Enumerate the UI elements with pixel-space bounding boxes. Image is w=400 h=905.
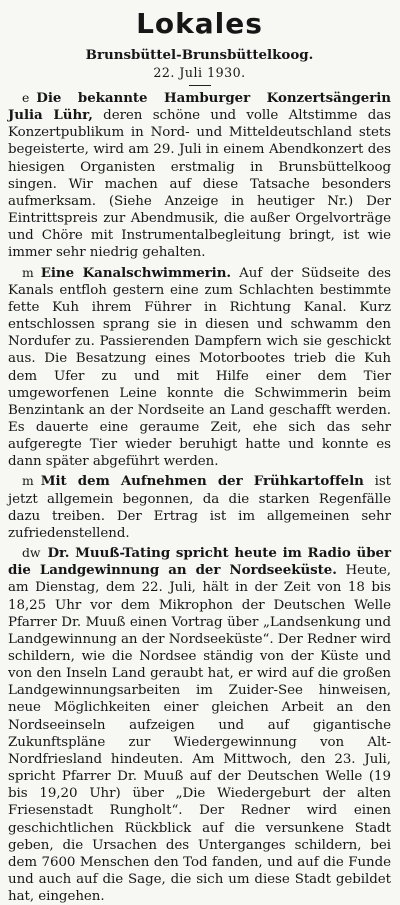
article-potato-harvest <box>8 472 391 542</box>
article-concert <box>8 89 391 262</box>
article-paragraph <box>8 264 391 471</box>
article-body: Heute, am Dienstag, dem 22. Juli, hält in der Zeit von 18 bis 18,25 Uhr vor dem Mikrophon der Deutschen Welle Pfarrer Dr. Muuß einen Vortrag über „Landsenkung und Landgewinnung an der Nordseeküste“. Der Redner wird schildern, wie die Nordsee ständig von der Küste und von den Inseln Land geraubt hat, er wird auf die großen Landgewinnungsarbeiten im Zuider-See hinweisen, neue Möglichkeiten einer gleichen Arbeit an den Nordseeinseln aufzeigen und auf gigantische Zukunftspläne zur Wiedergewinnung von Alt-Nordfriesland hindeuten. Am Mittwoch, den 23. Juli, spricht Pfarrer Dr. Muuß auf der Deutschen Welle (19 bis 19,20 Uhr) über „Die Wiedergeburt der alten Friesenstadt Rungholt“. Der Redner wird einen geschichtlichen Rückblick auf die versunkene Stadt geben, die Ursachen des Unterganges schildern, bei dem 7600 Menschen den Tod fanden, und auf die Funde und auch auf die Sage, die sich um diese Stadt gebildet hat, eingehen. <box>8 563 391 905</box>
article-mark: m <box>22 473 34 489</box>
article-body: ist jetzt allgemein begonnen, da die starken Regenfälle dazu treiben. Der Ertrag ist im allgemeinen sehr zufriedenstellend. <box>8 474 391 541</box>
section-heading: Lokales <box>136 7 263 40</box>
heading-rule <box>189 85 211 86</box>
article-mark: m <box>22 264 34 280</box>
article-lead: Eine Kanalschwimmerin. <box>40 264 232 281</box>
article-lead: Mit dem Aufnehmen der Frühkartoffeln <box>40 473 364 490</box>
article-paragraph <box>8 89 391 262</box>
article-canal-swimmer <box>8 264 391 471</box>
article-paragraph <box>8 472 391 542</box>
article-body: deren schöne und volle Altstimme das Konzertpublikum in Nord- und Mitteldeutschland stets begeisterte, wird am 29. Juli in einem Abendkonzert des hiesigen Organisten erstmalig in Brunsbüttelkoog singen. Wir machen auf diese Tatsache besonders aufmerksam. (Siehe Anzeige in heutiger Nr.) Der Eintrittspreis zur Abendmusik, die außer Orgelvorträge und Chöre mit Instrumentalbegleitung bringt, ist wie immer sehr niedrig gehalten. <box>8 108 391 261</box>
article-body: Auf der Südseite des Kanals entfloh gestern eine zum Schlachten bestimmte fette Kuh ihrem Führer in Richtung Kanal. Kurz entschlossen sprang sie in diesen und schwamm den Nordufer zu. Passierenden Dampfern wich sie geschickt aus. Die Besatzung eines Motorbootes trieb die Kuh dem Ufer zu und mit Hilfe einer dem Tier umgeworfenen Leine konnte die Schwimmerin beim Benzintank an der Nordseite an Land geschafft werden. Es dauerte eine geraume Zeit, ehe sich das sehr aufgeregte Tier wieder beruhigt hatte und konnte es dann später abgeführt werden. <box>8 265 391 470</box>
article-radio-lecture <box>8 544 391 905</box>
dateline-place: Brunsbüttel-Brunsbüttelkoog. <box>85 47 314 63</box>
article-mark: dw <box>22 545 41 561</box>
article-mark: e <box>22 90 30 105</box>
article-lead: Die bekannte Hamburger Konzertsängerin Julia Lühr, <box>8 90 391 124</box>
article-paragraph <box>8 544 391 905</box>
dateline-date: 22. Juli 1930. <box>153 65 246 80</box>
article-lead: Dr. Muuß-Tating spricht heute im Radio über die Landgewinnung an der Nordseeküste. <box>8 545 391 579</box>
